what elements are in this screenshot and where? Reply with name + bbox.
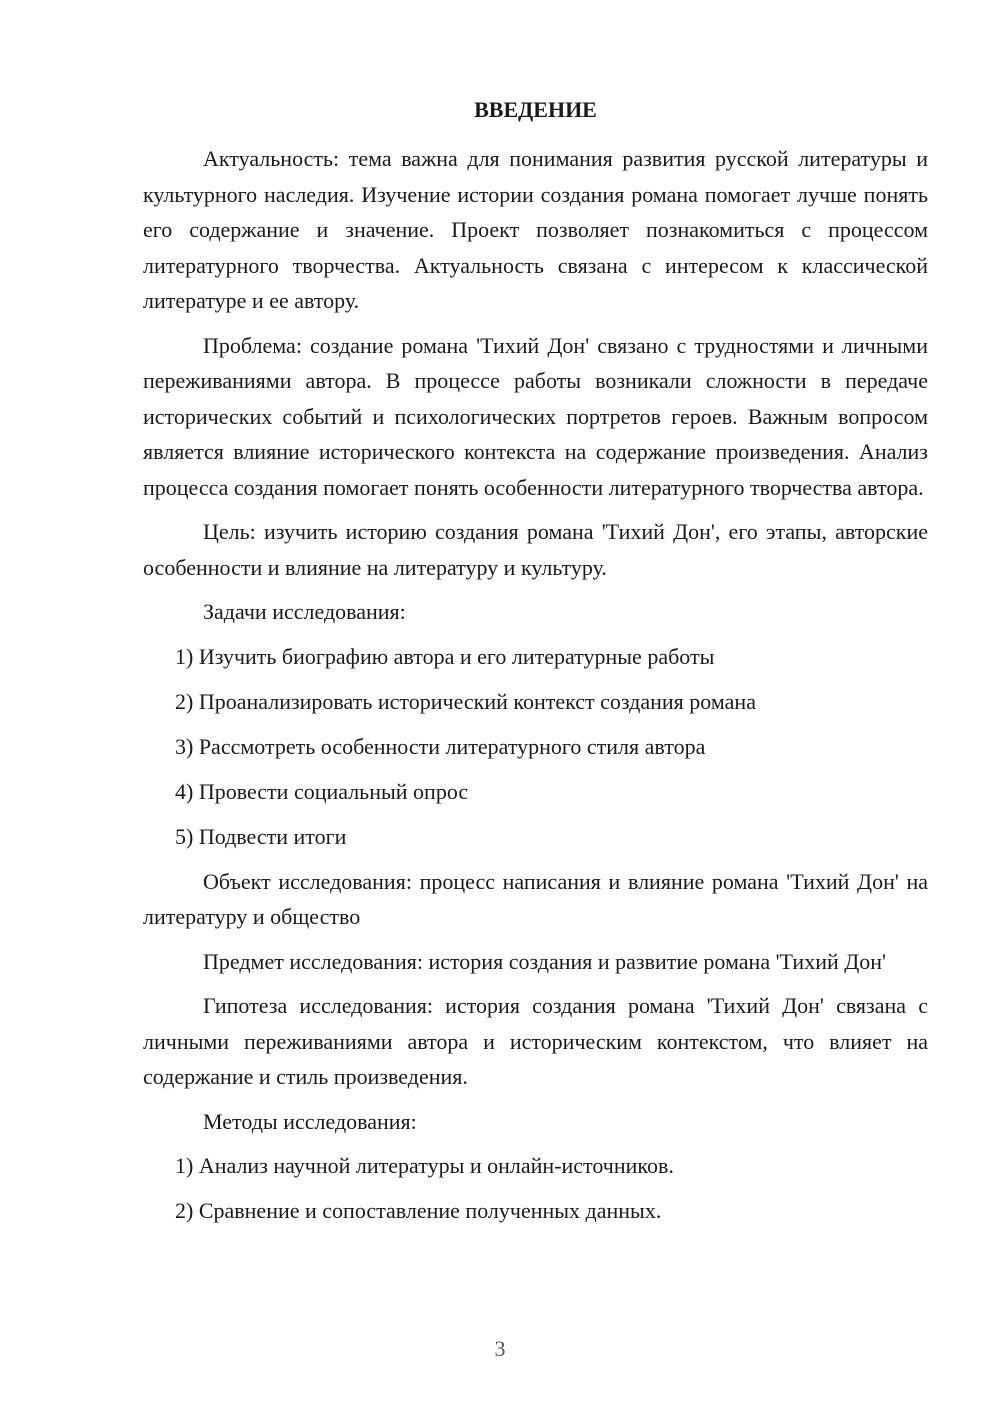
task-item: 2) Проанализировать исторический контекст создания романа bbox=[175, 688, 756, 714]
section-title: ВВЕДЕНИЕ bbox=[474, 97, 597, 122]
task-item: 4) Провести социальный опрос bbox=[175, 778, 469, 804]
methods-label: Методы исследования: bbox=[203, 1108, 417, 1134]
method-item: 1) Анализ научной литературы и онлайн-источников. bbox=[175, 1153, 674, 1178]
subject-paragraph: Предмет исследования: история создания и развитие романа 'Тихий Дон' bbox=[203, 948, 886, 974]
object-paragraph: Объект исследования: процесс написания и влияние романа 'Тихий Дон' на литературу и общество bbox=[143, 868, 928, 929]
page-content bbox=[143, 95, 928, 1238]
task-item: 1) Изучить биографию автора и его литературные работы bbox=[175, 643, 715, 669]
methods-list bbox=[143, 1148, 928, 1229]
page-number: 3 bbox=[494, 1336, 506, 1361]
method-item: 2) Сравнение и сопоставление полученных данных. bbox=[175, 1198, 662, 1223]
problem-paragraph: Проблема: создание романа 'Тихий Дон' связано с трудностями и личными переживаниями автора. В процессе работы возникали сложности в передаче исторических событий и психологических портретов героев. Важным вопросом является влияние исторического контекста на содержание произведения. Анализ процесса создания помогает понять особенности литературного творчества автора. bbox=[143, 332, 928, 500]
goal-paragraph: Цель: изучить историю создания романа 'Тихий Дон', его этапы, авторские особенности и влияние на литературу и культуру. bbox=[143, 519, 928, 580]
hypothesis-paragraph: Гипотеза исследования: история создания романа 'Тихий Дон' связана с личными переживаниями автора и историческим контекстом, что влияет на содержание и стиль произведения. bbox=[143, 993, 928, 1089]
task-item: 5) Подвести итоги bbox=[175, 823, 347, 849]
task-item: 3) Рассмотреть особенности литературного стиля автора bbox=[175, 733, 706, 759]
tasks-label: Задачи исследования: bbox=[203, 599, 406, 624]
relevance-paragraph: Актуальность: тема важна для понимания развития русской литературы и культурного наследия. Изучение истории создания романа помогает лучше понять его содержание и значение. Проект позволяет познакомиться с процессом литературного творчества. Актуальность связана с интересом к классической литературе и ее автору. bbox=[143, 146, 928, 313]
tasks-list bbox=[143, 639, 928, 855]
